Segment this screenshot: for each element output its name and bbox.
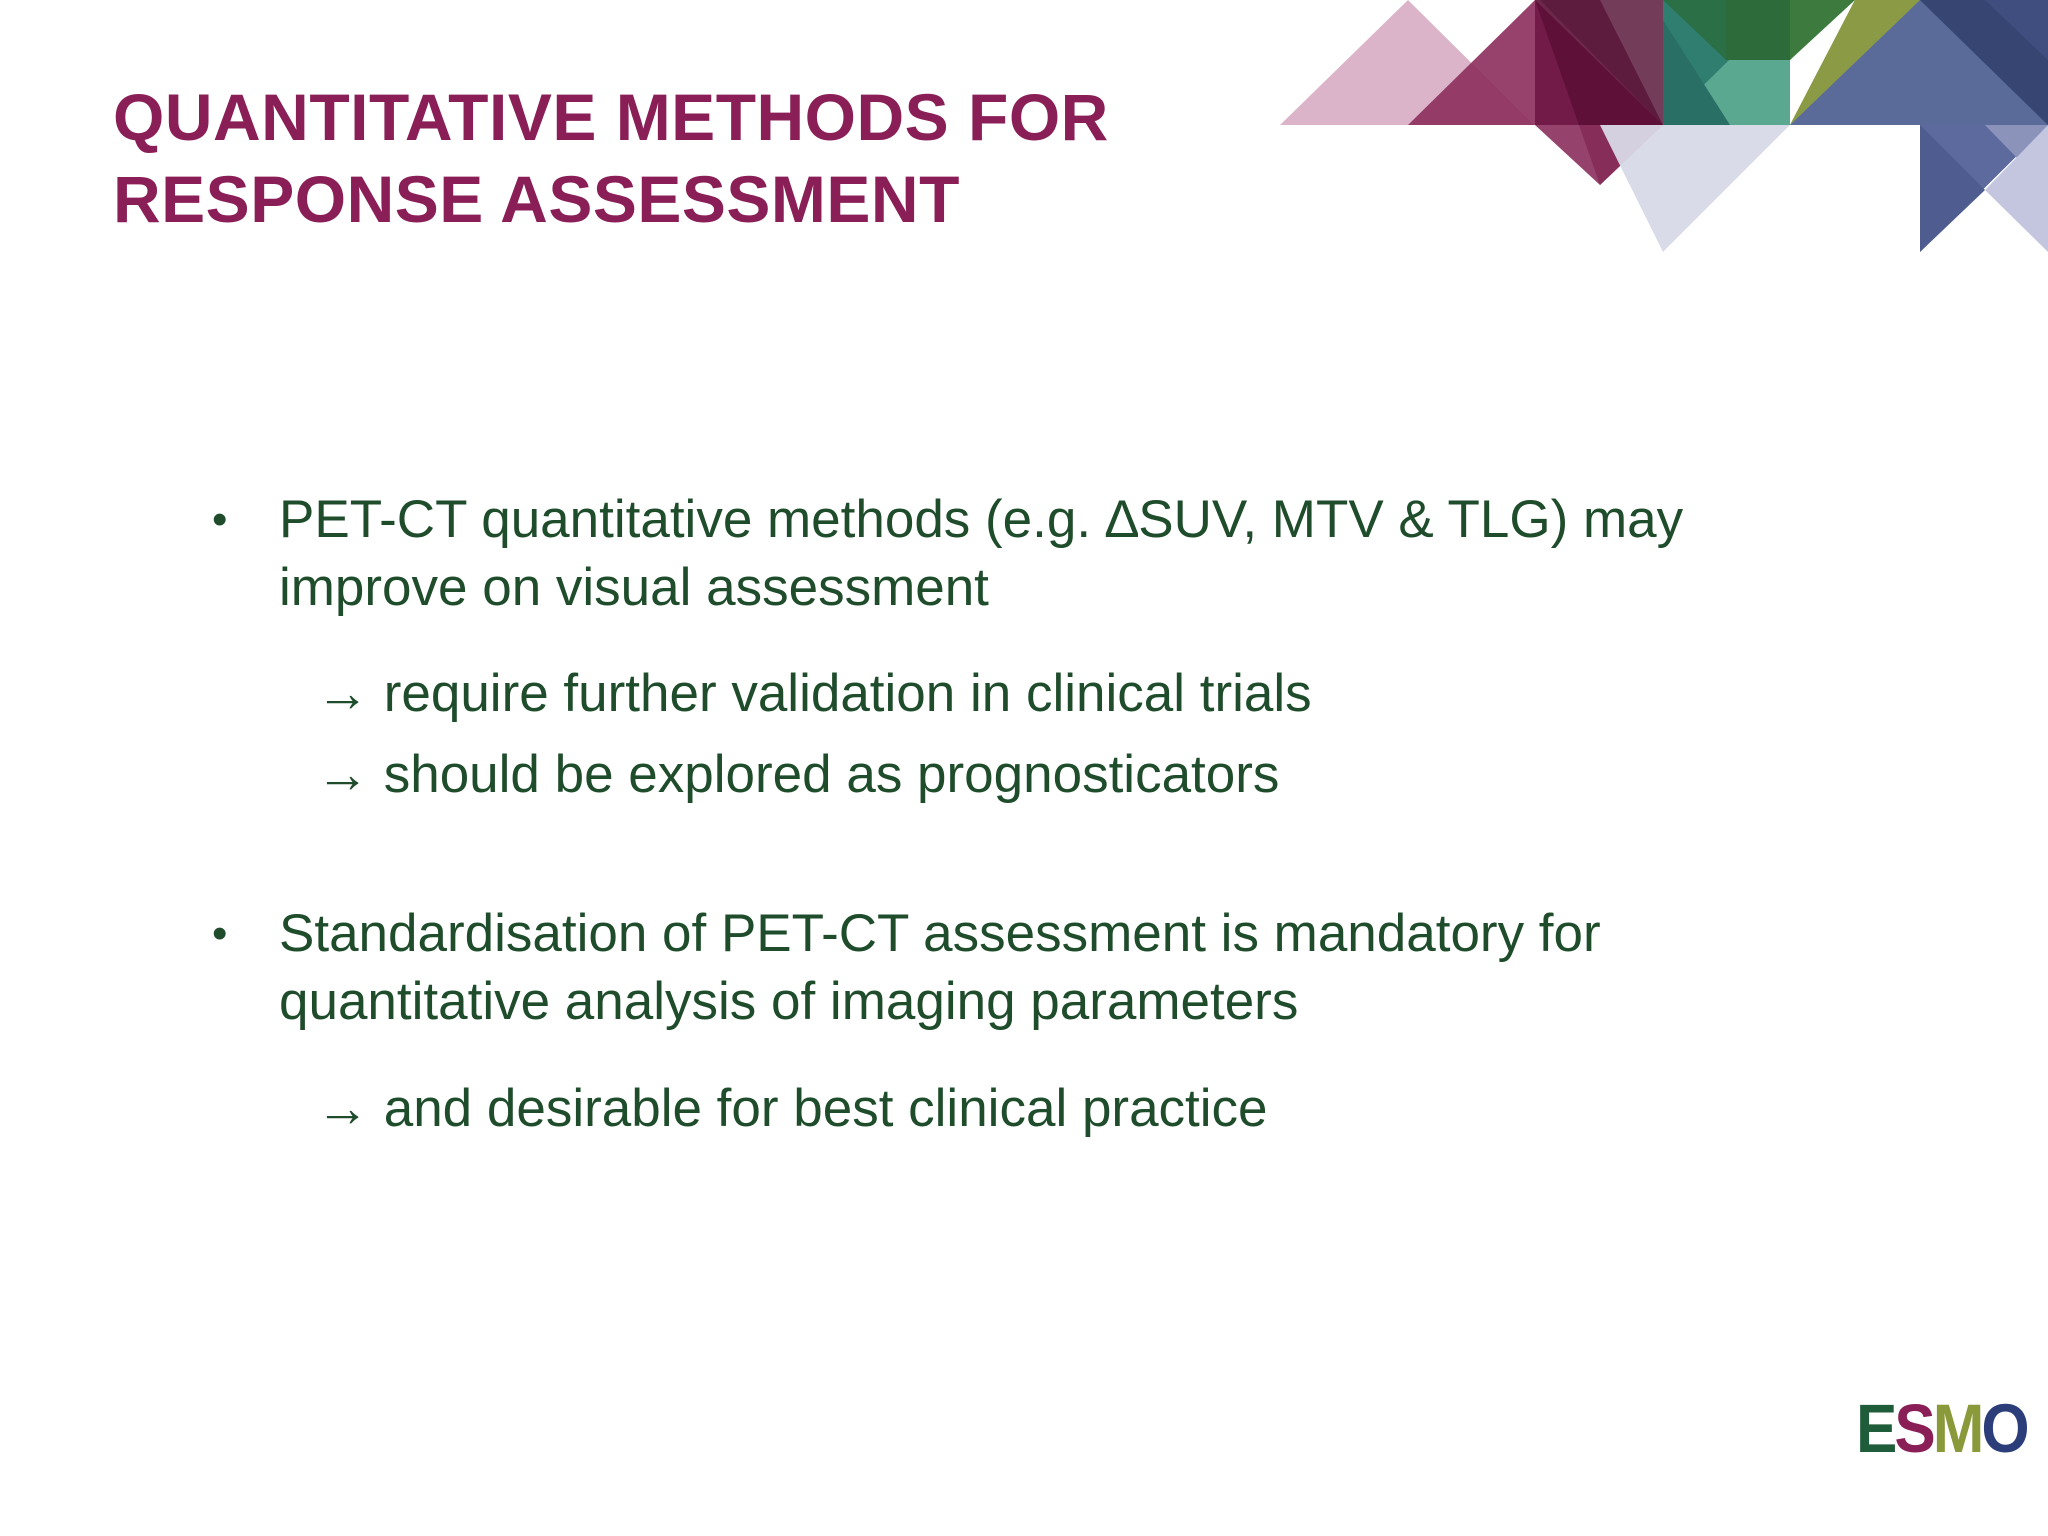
logo-letter-e: E bbox=[1856, 1391, 1895, 1468]
sub-point: → should be explored as prognosticators bbox=[316, 745, 1280, 804]
slide-title-line-2: RESPONSE ASSESSMENT bbox=[113, 162, 960, 236]
bullet-marker: • bbox=[212, 909, 228, 958]
esmo-logo bbox=[1856, 1391, 2027, 1468]
logo-letter-o: O bbox=[1981, 1391, 2027, 1468]
logo-letter-m: M bbox=[1932, 1391, 1982, 1468]
logo-letter-s: S bbox=[1894, 1391, 1933, 1468]
bullet-line: improve on visual assessment bbox=[279, 558, 989, 617]
bullet-line: Standardisation of PET-CT assessment is mandatory for bbox=[279, 904, 1601, 963]
sub-point: → and desirable for best clinical practice bbox=[316, 1079, 1268, 1138]
bullet-marker: • bbox=[212, 495, 228, 544]
slide-title-line-1: QUANTITATIVE METHODS FOR bbox=[113, 80, 1109, 154]
bullet-line: PET-CT quantitative methods (e.g. ∆SUV, MTV & TLG) may bbox=[279, 490, 1684, 549]
sub-point: → require further validation in clinical trials bbox=[316, 664, 1312, 723]
bullet-line: quantitative analysis of imaging parameters bbox=[279, 972, 1299, 1031]
bullet-text bbox=[279, 900, 1601, 1036]
bullet-text bbox=[279, 486, 1683, 622]
